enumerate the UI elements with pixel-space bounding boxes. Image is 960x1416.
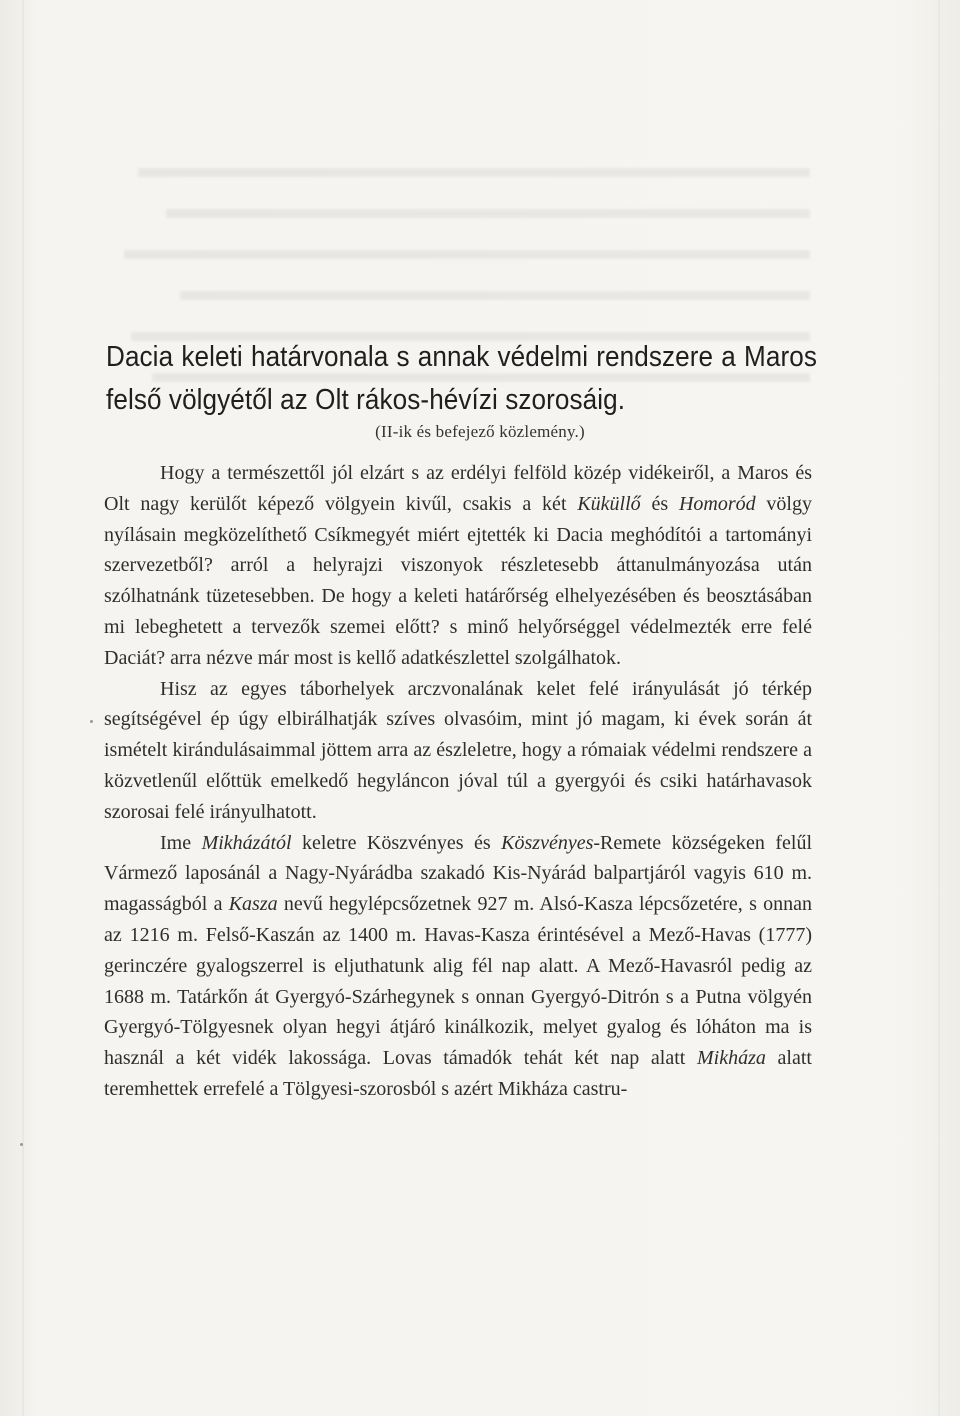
paragraph-3	[104, 828, 812, 1105]
page-edge-shadow-right	[938, 0, 940, 1416]
margin-speck	[90, 720, 93, 723]
text-run: keletre Köszvényes és	[291, 831, 502, 854]
paragraph-1	[104, 458, 812, 674]
margin-speck	[20, 1143, 23, 1146]
bleed-line	[166, 181, 810, 218]
page-edge-shadow	[22, 0, 24, 1416]
article-title: Dacia keleti határvonala s annak védelmi rendszere a Maros felső völgyétől az Olt rákos-hévízi szorosáig.	[106, 341, 817, 416]
bleed-line	[180, 263, 810, 300]
text-run: völgy nyílásain megközelíthető Csíkmegyét miért ejtették ki Dacia meghódítói a tartományi szervezetből? arról a helyrajzi viszonyok részletesebb áttanulmányozása után szólhatnánk tüzetesebben. De hogy a keleti határőrség elhelyezésében és beosztásában mi lebeghetett a tervezők szemei előtt? s minő helyőrséggel védelmezték erre felé Daciát? arra nézve már most is kellő adatkészlettel szolgálhatok.	[104, 492, 812, 669]
italic-run: Küküllő	[577, 492, 641, 515]
italic-run: Kasza	[228, 893, 278, 916]
italic-run: Köszvényes	[501, 831, 594, 854]
article-body	[104, 458, 812, 1105]
text-run: Hisz az egyes táborhelyek arczvonalának kelet felé irányulását jó térkép segítségével ép úgy elbirálhatják szíves olvasóim, mint jó magam, ki évek során át ismételt kirándulásaimmal jöttem arra az észleletre, hogy a rómaiak védelmi rendszere a közvetlenűl előttük emelkedő hegyláncon jóval túl a gyergyói és csiki határhavasok szorosai felé irányulhatott.	[104, 677, 812, 823]
text-run: -Remete községeken felűl Vármező laposánál a Nagy-Nyárádba szakadó Kis-Nyárád balpartjáról vagyis 610 m. magasságból a	[104, 831, 813, 916]
text-run: Hogy a természettől jól elzárt s az erdélyi felföld közép vidékeiről, a Maros és Olt nagy kerülőt képező völgyein kivűl, csakis a két	[104, 462, 812, 515]
italic-run: Mikháza	[697, 1047, 766, 1070]
bleed-line	[138, 140, 810, 177]
article-subtitle: (II-ik és befejező közlemény.)	[375, 422, 585, 441]
bleed-line	[124, 222, 810, 259]
italic-run: Homoród	[678, 492, 756, 515]
text-run: alatt teremhettek errefelé a Tölgyesi-szorosból s azért Mikháza castru-	[104, 1047, 812, 1100]
text-run: Ime	[160, 831, 202, 854]
text-run: nevű hegylépcsőzetnek 927 m. Alsó-Kasza lépcsőzetére, s onnan az 1216 m. Felső-Kaszán az 1400 m. Havas-Kasza érintésével a Mező-Havas (1777) gerinczére gyalogszerrel is eljuthatunk alig fél nap alatt. A Mező-Havasról pedig az 1688 m. Tatárkőn át Gyergyó-Szárhegynek s onnan Gyergyó-Ditrón s a Putna völgyén Gyergyó-Tölgyesnek olyan hegyi átjáró kinálkozik, melyet gyalog és lóháton ma is használ a két vidék lakossága. Lovas támadók tehát két nap alatt	[104, 893, 812, 1070]
italic-run: Mikházától	[201, 831, 292, 854]
text-run: és	[640, 492, 679, 515]
paragraph-2	[104, 674, 812, 828]
